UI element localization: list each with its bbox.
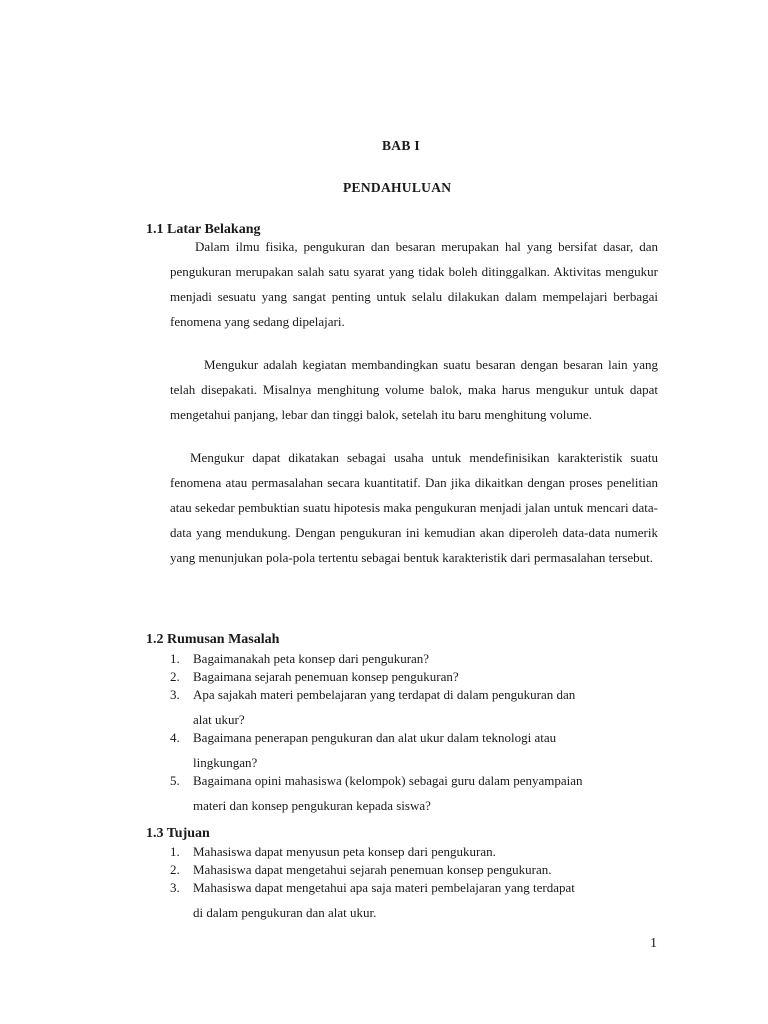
list-item-text: Mahasiswa dapat mengetahui sejarah penemuan konsep pengukuran. [193, 862, 552, 877]
list-item-number: 3. [170, 687, 180, 702]
list-item-number: 1. [170, 651, 180, 666]
list-item-text: Bagaimanakah peta konsep dari pengukuran? [193, 651, 430, 666]
section-heading-tujuan: 1.3 Tujuan [146, 826, 210, 841]
page-number: 1 [650, 936, 657, 951]
list-item-number: 4. [170, 730, 180, 745]
list-item-number: 2. [170, 862, 180, 877]
list-item [170, 861, 660, 879]
list-item [170, 686, 660, 729]
rumusan-masalah-list [170, 650, 660, 815]
list-item [170, 879, 660, 922]
list-item [170, 650, 660, 668]
list-item-number: 2. [170, 669, 180, 684]
tujuan-list [170, 843, 660, 922]
list-item-text: Bagaimana penerapan pengukuran dan alat ukur dalam teknologi atau [193, 730, 557, 745]
list-item-text: Mahasiswa dapat menyusun peta konsep dari pengukuran. [193, 844, 496, 859]
paragraph-3: Mengukur dapat dikatakan sebagai usaha untuk mendefinisikan karakteristik suatu fenomena atau permasalahan secara kuantitatif. Dan jika dikaitkan dengan proses penelitian atau sekedar pembuktian suatu hipotesis maka pengukuran menjadi jalan untuk mencari data-data yang mendukung. Dengan pengukuran ini kemudian akan diperoleh data-data numerik yang menunjukan pola-pola tertentu sebagai bentuk karakteristik dari permasalahan tersebut. [170, 450, 658, 565]
list-item [170, 772, 660, 815]
list-item [170, 668, 660, 686]
list-item-number: 3. [170, 880, 180, 895]
list-item-continuation: alat ukur? [193, 712, 245, 727]
chapter-title: PENDAHULUAN [343, 180, 452, 195]
paragraph-1: Dalam ilmu fisika, pengukuran dan besaran merupakan hal yang bersifat dasar, dan pengukuran merupakan salah satu syarat yang tidak boleh ditinggalkan. Aktivitas mengukur menjadi sesuatu yang sangat penting untuk selalu dilakukan dalam mempelajari berbagai fenomena yang sedang dipelajari. [170, 239, 658, 329]
list-item [170, 843, 660, 861]
list-item-continuation: lingkungan? [193, 755, 258, 770]
list-item-text: Mahasiswa dapat mengetahui apa saja materi pembelajaran yang terdapat [193, 880, 575, 895]
chapter-number: BAB I [382, 138, 420, 153]
list-item-text: Bagaimana sejarah penemuan konsep pengukuran? [193, 669, 459, 684]
list-item-continuation: materi dan konsep pengukuran kepada siswa? [193, 798, 431, 813]
list-item-continuation: di dalam pengukuran dan alat ukur. [193, 905, 377, 920]
section-heading-rumusan-masalah: 1.2 Rumusan Masalah [146, 632, 280, 647]
list-item-text: Apa sajakah materi pembelajaran yang terdapat di dalam pengukuran dan [193, 687, 576, 702]
list-item-number: 5. [170, 773, 180, 788]
section-heading-latar-belakang: 1.1 Latar Belakang [146, 222, 261, 237]
paragraph-2: Mengukur adalah kegiatan membandingkan suatu besaran dengan besaran lain yang telah disepakati. Misalnya menghitung volume balok, maka harus mengukur untuk dapat mengetahui panjang, lebar dan tinggi balok, setelah itu baru menghitung volume. [170, 357, 658, 422]
list-item-text: Bagaimana opini mahasiswa (kelompok) sebagai guru dalam penyampaian [193, 773, 583, 788]
list-item [170, 729, 660, 772]
list-item-number: 1. [170, 844, 180, 859]
